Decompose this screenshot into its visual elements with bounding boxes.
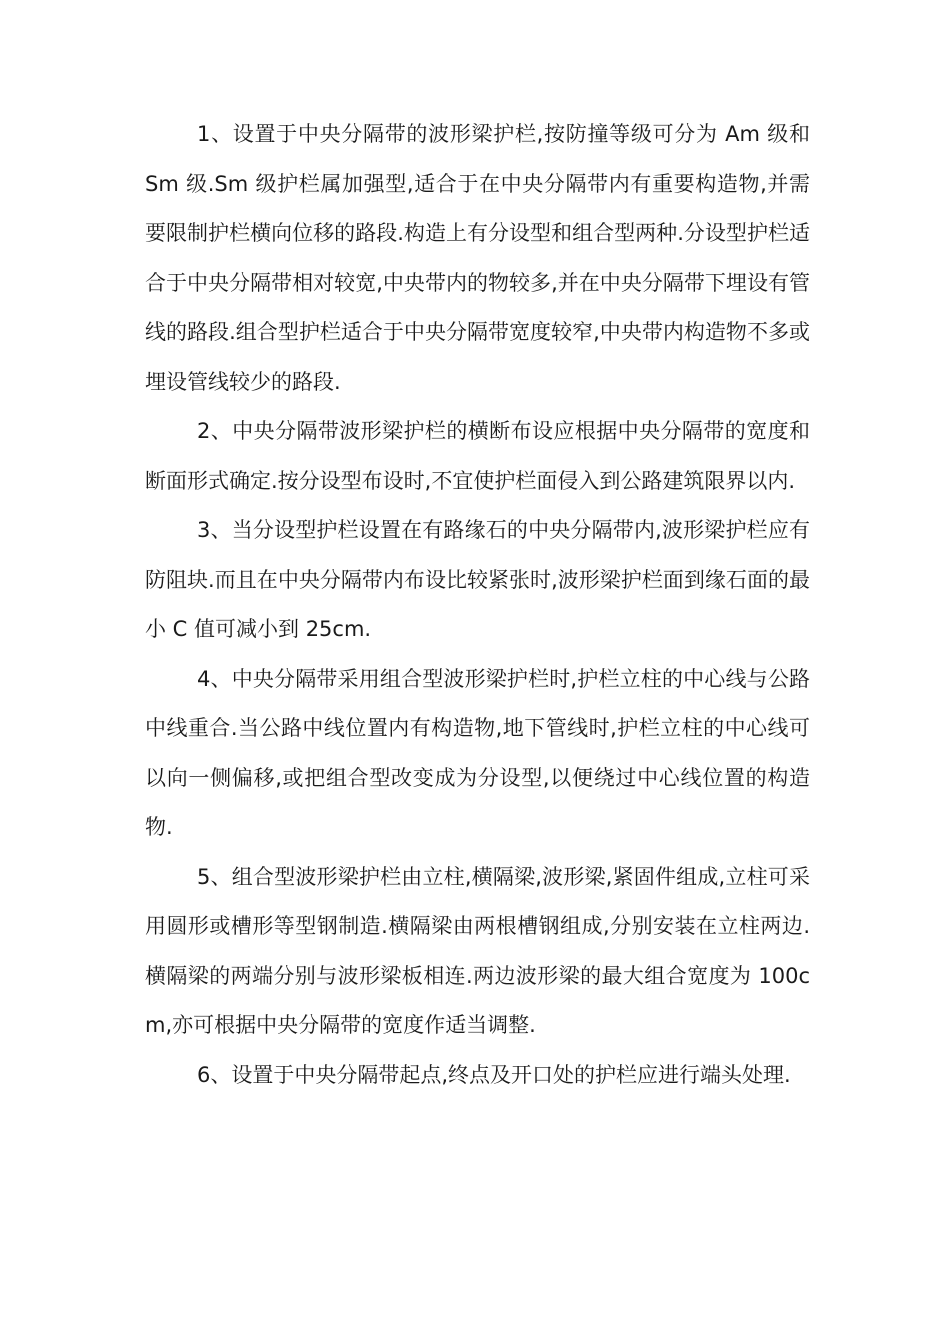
paragraph-3: 3、当分设型护栏设置在有路缘石的中央分隔带内,波形梁护栏应有防阻块.而且在中央分隔带内布设比较紧张时,波形梁护栏面到缘石面的最小 C 值可减小到 25cm. bbox=[145, 518, 810, 641]
paragraph-2: 2、中央分隔带波形梁护栏的横断布设应根据中央分隔带的宽度和断面形式确定.按分设型布设时,不宜使护栏面侵入到公路建筑限界以内. bbox=[145, 419, 810, 493]
paragraph-4: 4、中央分隔带采用组合型波形梁护栏时,护栏立柱的中心线与公路中线重合.当公路中线位置内有构造物,地下管线时,护栏立柱的中心线可以向一侧偏移,或把组合型改变成为分设型,以便绕过中心线位置的构造物. bbox=[145, 666, 810, 839]
paragraph-6: 6、设置于中央分隔带起点,终点及开口处的护栏应进行端头处理. bbox=[197, 1062, 791, 1087]
paragraph-5: 5、组合型波形梁护栏由立柱,横隔梁,波形梁,紧固件组成,立柱可采用圆形或槽形等型钢制造.横隔梁由两根槽钢组成,分别安装在立柱两边.横隔梁的两端分别与波形梁板相连.两边波形梁的最大组合宽度为 100cm,亦可根据中央分隔带的宽度作适当调整. bbox=[145, 864, 810, 1037]
paragraph-1: 1、设置于中央分隔带的波形梁护栏,按防撞等级可分为 Am 级和 Sm 级.Sm 级护栏属加强型,适合于在中央分隔带内有重要构造物,并需要限制护栏横向位移的路段.构造上有分设型和组合型两种.分设型护栏适合于中央分隔带相对较宽,中央带内的物较多,并在中央分隔带下埋设有管线的路段.组合型护栏适合于中央分隔带宽度较窄,中央带内构造物不多或埋设管线较少的路段. bbox=[145, 122, 810, 394]
document-body bbox=[145, 110, 810, 1100]
